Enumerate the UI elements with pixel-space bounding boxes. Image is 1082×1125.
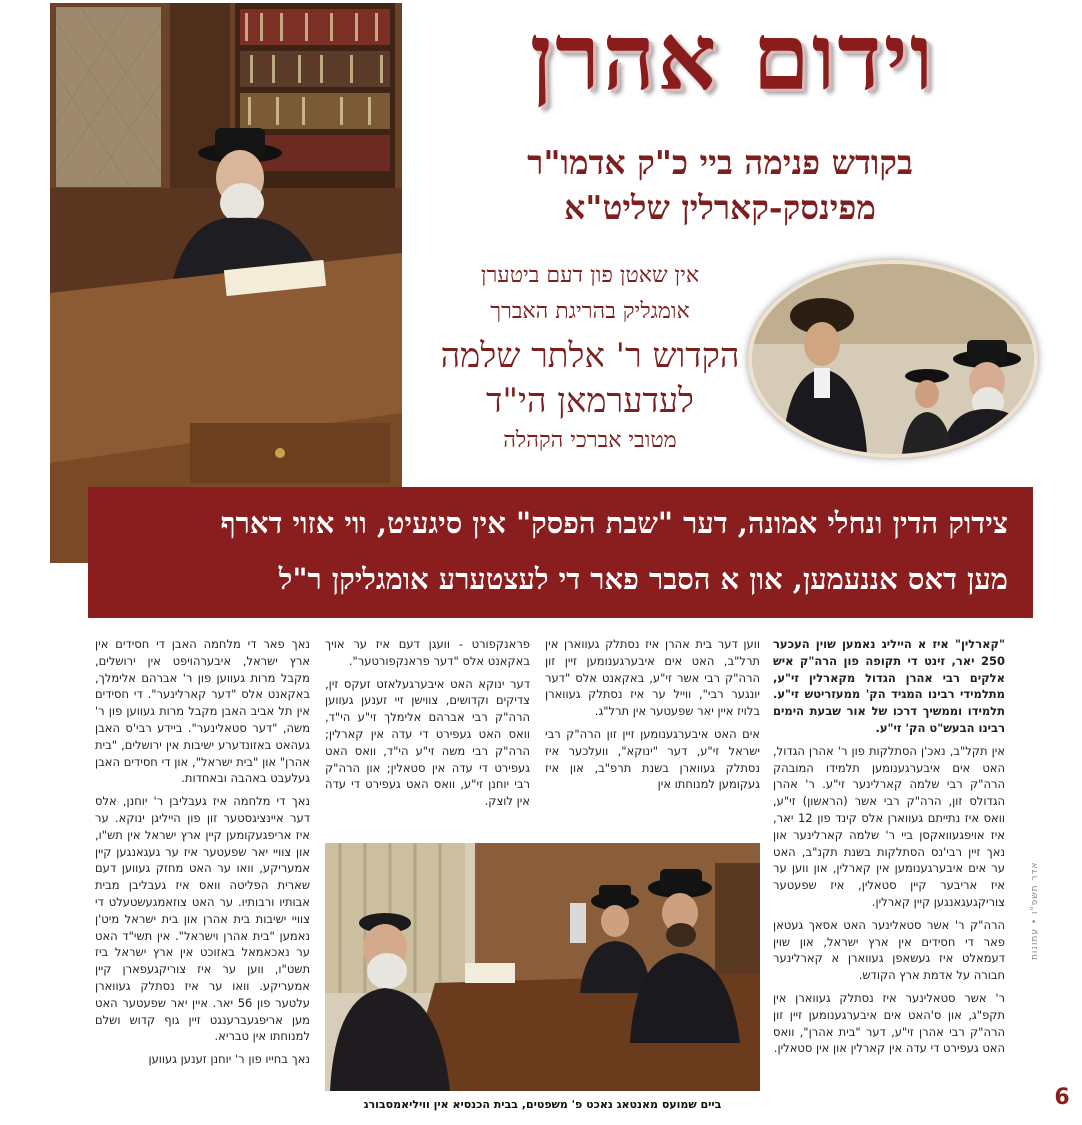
tribute-name-line-2: לעדערמאן הי"ד xyxy=(486,381,694,421)
tribute-line-5: מטובי אברכי הקהלה xyxy=(503,428,677,453)
meeting-scene-illustration xyxy=(325,843,760,1091)
tribute-line-2: אומגליק בהריגת האברך xyxy=(490,299,690,324)
page-number: 6 xyxy=(1054,1085,1070,1110)
article-column-right xyxy=(773,636,1005,1116)
headline-banner xyxy=(88,487,1033,618)
page-title: וידום אהרן xyxy=(529,3,936,111)
column-paragraph: נאך פאר די מלחמה האבן די חסידים אין ארץ ישראל, איבערהויפט אין ירושלים, מקבל מרות געווען פון ר' אברהם אלימלך, באקאנט אלס "דער קארלינער". די חסידים אין תל אביב האבן מקבל מרות געווען פון ר' משה, "דער סטאלינער". ביידע רבי'ס האבן געהאט באזונדערע ישיבות אין ירושלים, "בית אהרן" און "בית ישראל", און די חסידים האבן געלעבט באהבה ובאחדות. xyxy=(95,637,310,786)
article-column-middle-right xyxy=(545,636,760,834)
column-paragraph: אים האט איבערגענומען זיין זון הרה"ק רבי ישראל זי"ע, דער "ינוקא", וועלכער איז נסתלק געווארן בשנת תרפ"ב, און איז געקומען למנוחתו אין xyxy=(545,726,760,792)
circle-photo-chassidim xyxy=(748,260,1038,458)
tribute-line-1: אין שאטן פון דעם ביטערן xyxy=(480,263,700,288)
subtitle-line-2: מפינסק-קארלין שליט"א xyxy=(564,188,876,227)
column-paragraph: נאך די מלחמה איז געבליבן ר' יוחנן, אלס דער איינציגסטער זון פון הייליגן ינוקא. ער איז אריפגעקומען קיין ארץ ישראל אין תש"ו, און צוויי יאר שפעטער איז ער געגאנגען קיין אמעריקע, וואו ער האט מחזק געווען דעם שארית הפליטה וואס איז געבליבן מבית אבותיו ורבותיו. ער האט צוזאמגעשטעלט די צוויי ישיבות בית אהרן און בית ישראל מיט'ן נאמען "בית אהרן וישראל". אין תשי"ד האט ער נאכאמאל באזוכט אין ארץ ישראל ביז תשט"ו, ווען ער איז צוריקגעפארן קיין אמעריקע. וואו ער איז נסתלק געווארן עלטער פון 56 יאר. איין יאר שפעטער האט מען אריפגעברענגט זיין גוף קדוש ושלם למנוחתו אין טבריא. xyxy=(95,794,310,1044)
group-portrait-illustration xyxy=(752,264,1034,454)
column-paragraph: נאך בחייו פון ר' יוחנן זענען געווען xyxy=(148,1052,310,1067)
banner-line-2: מען דאס אננעמען, און א הסבר פאר די לעצטערע אומגליקן ר"ל xyxy=(278,562,1008,596)
article-column-left xyxy=(95,636,310,1116)
running-footer-text: אדר תשפ"ו • עתונות xyxy=(1030,861,1040,960)
top-photo-rebbe-at-desk xyxy=(50,3,402,563)
column-paragraph: אין תקל"ב, נאכ'ן הסתלקות פון ר' אהרן הגדול, האט אים איבערגענומען תלמידו המובהק הרה"ק רבי שלמה קארלינער זי"ע. ר' אהרן הגדולס זון, הרה"ק רבי אשר (הראשון) זי"ע, וואס איז נתייתם געווארן אלס קינד פון 12 יאר, איז אויפגעוואקסן ביי ר' שלמה קארלינער און נאך זיין רבי'נס הסתלקות בשנת תקנ"ב, האט ער אים איבערגענומען אין קארלין, און ווען ער איז אריבער קיין סטאלין, איז שפעטער צוריקגעגאנגען קיין קארלין. xyxy=(773,743,1005,909)
column-paragraph: פראנקפורט - וועגן דעם איז ער אויך באקאנט אלס "דער פראנקפורטער". xyxy=(325,637,530,668)
column-paragraph: דער ינוקא האט איבערגעלאזט זעקס זין, צדיקים וקדושים, צווישן זיי זענען געווען הרה"ק רבי אברהם אלימלך זי"ע הי"ד, וואס האט געפירט די עדה אין קארלין; הרה"ק רבי משה זי"ע הי"ד, וואס האט געפירט די עדה אין סטאלין; און הרה"ק רבי יוחנן זי"ע, וואס האט געפירט די עדה אין לוצק. xyxy=(325,676,530,809)
column-paragraph: ר' אשר סטאלינער איז נסתלק געווארן אין תקפ"ג, און ס'האט אים איבערגענומען זיין זון הרה"ק רבי אהרן זי"ע, דער "בית אהרן", וואס האט געפירט די עדה אין קארלין און אין סטאלין. xyxy=(773,990,1005,1056)
subtitle-line-1: בקודש פנימה ביי כ"ק אדמו"ר xyxy=(527,143,913,182)
column-paragraph: הרה"ק ר' אשר סטאלינער האט אסאך געטאן פאר די חסידים אין ארץ ישראל, און שוין דעמאלט איז געשאפן געווארן א קארלינער חבורה על אדמת ארץ הקודש. xyxy=(773,917,1005,983)
column-paragraph: "קארלין" איז א הייליג נאמען שוין העכער 250 יאר, זינט די תקופה פון הרה"ק איש אלקים רבי אהרן הגדול מקארלין זי"ע, מתלמידי רבינו המגיד הק' ממעזריטש זי"ע. תלמידו וממשיך דרכו של אור שבעת הימים רבינו הבעש"ט הק' זי"ע. xyxy=(773,637,1005,735)
photo-caption: ביים שמועס מאנטאג נאכט פ' משפטים, בבית הכנסיא אין וויליאמסבורג xyxy=(363,1098,722,1111)
column-paragraph: ווען דער בית אהרן איז נסתלק געווארן אין תרל"ב, האט אים איבערגענומען זיין זון הרה"ק רבי אשר זי"ע, באקאנט אלס "דער יונגער רבי", ווייל ער איז נסתלק געווארן בלויז איין יאר שפעטער אין תרל"ג. xyxy=(545,637,760,719)
banner-line-1: צידוק הדין ונחלי אמונה, דער "שבת הפסק" אין סיגעיט, ווי אזוי דארף xyxy=(220,506,1008,540)
tribute-name-line-1: הקדוש ר' אלתר שלמה xyxy=(440,336,740,376)
library-scene-illustration xyxy=(50,3,402,563)
bottom-photo-meeting xyxy=(325,843,760,1091)
article-column-middle-left xyxy=(325,636,530,834)
